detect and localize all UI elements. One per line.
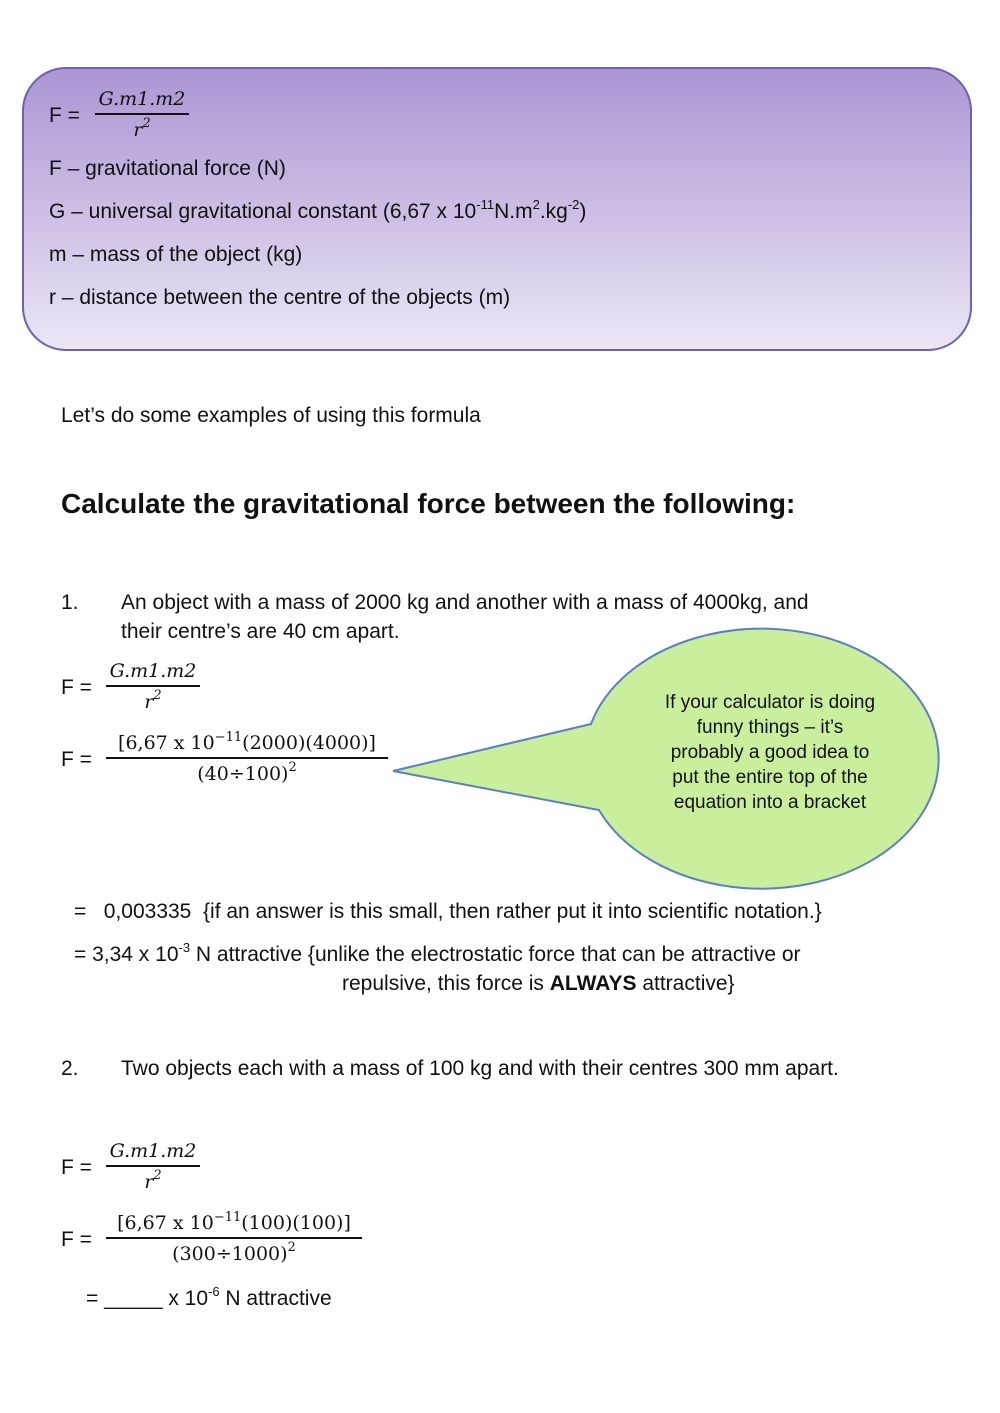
q2-formula-fraction <box>106 1140 200 1193</box>
q1-answer-scientific: = 3,34 x $10^{-3}$ N attractive {unlike the electrostatic force that can be attractive or <box>74 940 801 966</box>
q1-substitution-fraction <box>106 729 388 785</box>
callout-line: put the entire top of the <box>672 767 868 788</box>
q1-substitution-denominator: $(40\div 100)^2$ <box>197 760 297 785</box>
q1-formula-numerator: G.m1.m2 <box>109 660 197 682</box>
formula-fraction <box>95 88 189 141</box>
q1-answer-decimal: = 0,003335 {if an answer is this small, then rather put it into scientific notation.} <box>74 900 822 923</box>
q2-formula-numerator: G.m1.m2 <box>109 1140 197 1162</box>
fraction-bar <box>106 685 200 687</box>
definition-m: m – mass of the object (kg) <box>49 243 303 266</box>
q1-answer-note: repulsive, this force is ALWAYS attractive} <box>342 972 735 995</box>
fraction-bar <box>106 1165 200 1167</box>
q2-substitution-numerator: [6,67 x $10^{-11}(100)(100)$] <box>117 1209 351 1234</box>
definition-f: F – gravitational force (N) <box>49 157 286 180</box>
fraction-bar <box>106 757 388 759</box>
callout-line: equation into a bracket <box>673 792 867 813</box>
q2-formula-f-label: F = <box>61 1156 92 1179</box>
callout-text <box>620 690 920 815</box>
q2-answer-blank[interactable]: = _____ x $10^{-6}$ N attractive <box>86 1284 332 1310</box>
fraction-bar <box>106 1237 362 1239</box>
q2-text-line1: Two objects each with a mass of 100 kg and with their centres 300 mm apart. <box>121 1057 839 1080</box>
q2-number: 2. <box>61 1057 79 1080</box>
q1-number: 1. <box>61 591 79 614</box>
formula-f-label: F = <box>49 104 80 127</box>
intro-text: Let’s do some examples of using this formula <box>61 404 481 427</box>
callout-line: probably a good idea to <box>670 742 870 763</box>
q1-formula-fraction <box>106 660 200 713</box>
section-heading: Calculate the gravitational force between the following: <box>61 488 796 519</box>
definition-g: G – universal gravitational constant (6,67 x $10^{-11}N.m^2.kg^{-2}$) <box>49 197 587 223</box>
q1-text-line2: their centre’s are 40 cm apart. <box>121 620 400 643</box>
q2-substitution-fraction <box>106 1209 362 1265</box>
q1-substitution-f-label: F = <box>61 748 92 771</box>
formula-denominator: $r^2$ <box>133 116 151 141</box>
definition-r: r – distance between the centre of the objects (m) <box>49 286 511 309</box>
q1-substitution-numerator: [6,67 x $10^{-11}(2000)(4000)$] <box>118 729 376 754</box>
q1-formula-f-label: F = <box>61 676 92 699</box>
callout-line: If your calculator is doing <box>664 692 876 713</box>
q2-substitution-denominator: $(300\div 1000)^2$ <box>172 1240 296 1265</box>
formula-numerator: G.m1.m2 <box>98 88 186 110</box>
callout-line: funny things – it’s <box>696 717 844 738</box>
q2-substitution-f-label: F = <box>61 1228 92 1251</box>
fraction-bar <box>95 113 189 115</box>
q2-formula-denominator: $r^2$ <box>144 1168 162 1193</box>
q1-formula-denominator: $r^2$ <box>144 688 162 713</box>
q1-text-line1: An object with a mass of 2000 kg and another with a mass of 4000kg, and <box>121 591 809 614</box>
